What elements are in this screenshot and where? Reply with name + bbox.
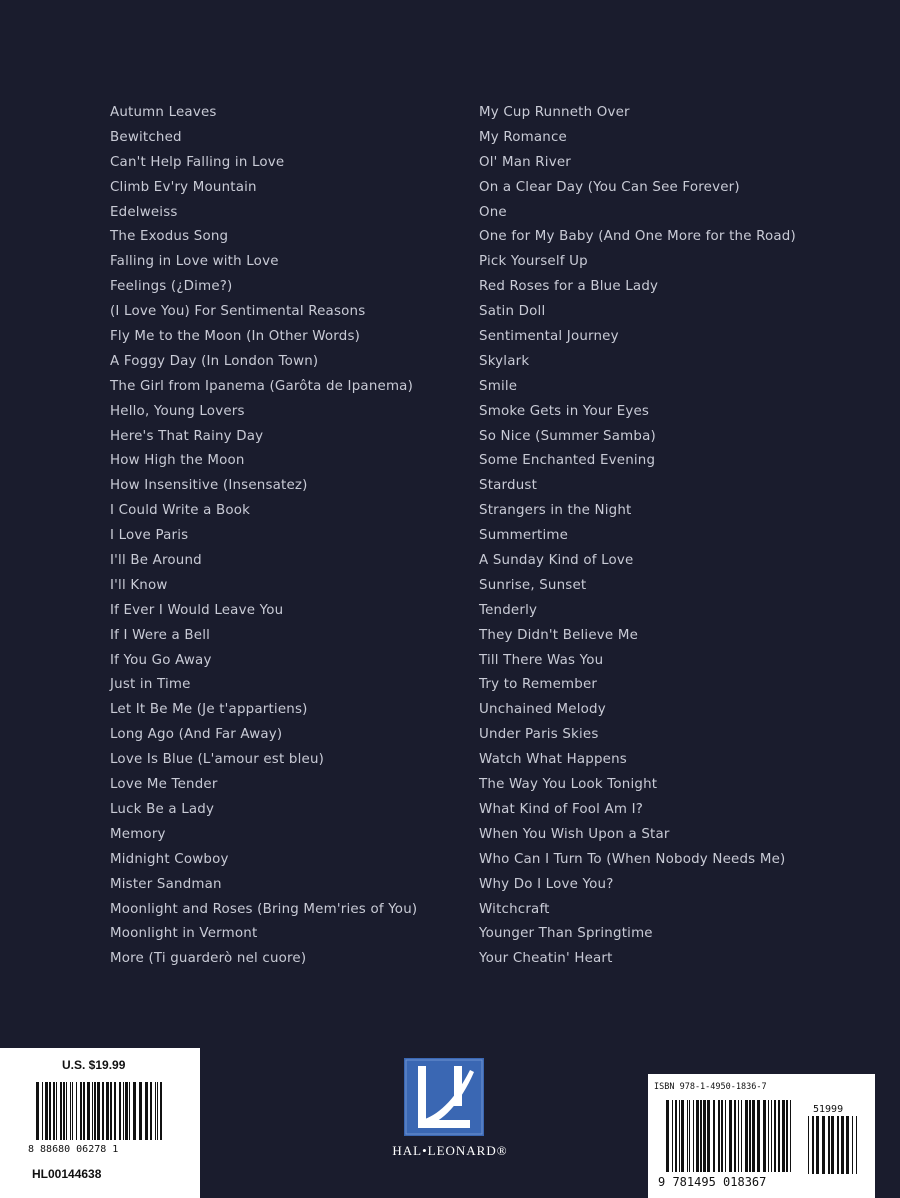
song-title: On a Clear Day (You Can See Forever)	[479, 179, 740, 195]
publisher-name: HAL•LEONARD®	[392, 1143, 508, 1158]
song-title: Can't Help Falling in Love	[110, 154, 285, 170]
song-title: My Romance	[479, 129, 567, 145]
barcode-bar	[102, 1082, 104, 1140]
song-title: A Foggy Day (In London Town)	[110, 353, 319, 369]
song-title: Ol' Man River	[479, 154, 571, 170]
barcode-bar	[721, 1100, 723, 1172]
song-title: How High the Moon	[110, 453, 245, 469]
barcode-bar	[150, 1082, 152, 1140]
barcode-bar	[700, 1100, 702, 1172]
song-title: The Exodus Song	[110, 229, 229, 245]
barcode-bar	[738, 1100, 739, 1172]
upc-barcode	[36, 1082, 166, 1140]
song-title: Midnight Cowboy	[110, 851, 229, 867]
song-title: Mister Sandman	[110, 876, 222, 892]
barcode-bar	[681, 1100, 684, 1172]
barcode-bar	[822, 1116, 825, 1174]
barcode-bar	[83, 1082, 85, 1140]
song-title: Let It Be Me (Je t'appartiens)	[110, 702, 308, 718]
barcode-bar	[745, 1100, 748, 1172]
barcode-bar	[45, 1082, 48, 1140]
barcode-bar	[119, 1082, 121, 1140]
song-title: How Insensitive (Insensatez)	[110, 478, 308, 494]
barcode-bar	[72, 1082, 73, 1140]
song-list-left	[110, 101, 417, 972]
barcode-bar	[786, 1100, 788, 1172]
song-title: My Cup Runneth Over	[479, 105, 630, 120]
barcode-bar	[63, 1082, 65, 1140]
song-title: Autumn Leaves	[110, 105, 217, 120]
barcode-bar	[42, 1082, 43, 1140]
song-title: What Kind of Fool Am I?	[479, 801, 644, 817]
barcode-bar	[846, 1116, 849, 1174]
barcode-bar	[734, 1100, 736, 1172]
song-title: Edelweiss	[110, 204, 178, 220]
song-title: Sunrise, Sunset	[479, 577, 587, 593]
song-title: Till There Was You	[479, 652, 604, 668]
barcode-bar	[666, 1100, 669, 1172]
isbn-barcode	[666, 1100, 794, 1172]
song-title: The Way You Look Tonight	[479, 777, 658, 793]
isbn-text: ISBN 978-1-4950-1836-7	[654, 1082, 767, 1092]
barcode-bar	[70, 1082, 71, 1140]
barcode-bar	[856, 1116, 857, 1174]
barcode-bar	[812, 1116, 814, 1174]
song-title: Here's That Rainy Day	[110, 428, 264, 444]
barcode-bar	[696, 1100, 699, 1172]
barcode-bar	[94, 1082, 96, 1140]
barcode-bar	[139, 1082, 142, 1140]
price-text: U.S. $19.99	[62, 1058, 126, 1072]
upc-barcode-digits: 8 88680 06278 1	[28, 1144, 119, 1155]
barcode-bar	[80, 1082, 82, 1140]
song-title: Smile	[479, 378, 518, 394]
barcode-bar	[97, 1082, 100, 1140]
song-title: Under Paris Skies	[479, 727, 599, 743]
item-code: HL00144638	[32, 1167, 102, 1181]
barcode-bar	[60, 1082, 62, 1140]
song-title: Long Ago (And Far Away)	[110, 727, 283, 743]
barcode-bar	[703, 1100, 706, 1172]
barcode-bar	[713, 1100, 715, 1172]
song-title: Moonlight in Vermont	[110, 926, 258, 942]
barcode-bar	[679, 1100, 680, 1172]
barcode-bar	[123, 1082, 124, 1140]
song-title: (I Love You) For Sentimental Reasons	[110, 304, 366, 320]
song-title: Satin Doll	[479, 304, 546, 320]
barcode-bar	[110, 1082, 112, 1140]
barcode-bar	[749, 1100, 751, 1172]
barcode-bar	[707, 1100, 710, 1172]
song-title: So Nice (Summer Samba)	[479, 428, 656, 444]
song-title: Witchcraft	[479, 901, 550, 917]
song-title: Love Me Tender	[110, 777, 218, 793]
song-title: Love Is Blue (L'amour est bleu)	[110, 752, 325, 768]
barcode-bar	[66, 1082, 67, 1140]
barcode-bar	[49, 1082, 51, 1140]
song-title: Falling in Love with Love	[110, 254, 279, 270]
song-title: Your Cheatin' Heart	[479, 951, 613, 967]
barcode-bar	[778, 1100, 780, 1172]
song-title: When You Wish Upon a Star	[479, 826, 670, 842]
song-title: Some Enchanted Evening	[479, 453, 656, 469]
song-title: One for My Baby (And One More for the Road)	[479, 229, 796, 245]
barcode-bar	[808, 1116, 809, 1174]
barcode-bar	[752, 1100, 755, 1172]
song-title: Hello, Young Lovers	[110, 403, 245, 419]
price-label	[0, 1048, 200, 1198]
barcode-bar	[816, 1116, 819, 1174]
barcode-bar	[76, 1082, 77, 1140]
barcode-bar	[837, 1116, 839, 1174]
barcode-bar	[114, 1082, 116, 1140]
song-title: Red Roses for a Blue Lady	[479, 279, 659, 295]
barcode-bar	[774, 1100, 776, 1172]
song-title: Pick Yourself Up	[479, 254, 588, 270]
barcode-bar	[53, 1082, 55, 1140]
hal-leonard-logo-icon	[404, 1058, 484, 1136]
barcode-bar	[782, 1100, 785, 1172]
barcode-bar	[757, 1100, 760, 1172]
barcode-bar	[129, 1082, 130, 1140]
song-title: Luck Be a Lady	[110, 801, 215, 817]
barcode-bar	[155, 1082, 156, 1140]
song-title: A Sunday Kind of Love	[479, 553, 634, 569]
song-title: Sentimental Journey	[479, 329, 619, 345]
song-title: If I Were a Bell	[110, 627, 211, 643]
song-title: Try to Remember	[479, 677, 598, 693]
song-title: I'll Know	[110, 577, 168, 593]
barcode-bar	[741, 1100, 742, 1172]
barcode-bar	[56, 1082, 57, 1140]
barcode-bar	[92, 1082, 93, 1140]
isbn-barcode-digits: 9 781495 018367	[658, 1175, 767, 1189]
song-title: I Love Paris	[110, 528, 189, 544]
barcode-bar	[160, 1082, 162, 1140]
song-title: They Didn't Believe Me	[479, 627, 639, 643]
song-title: Fly Me to the Moon (In Other Words)	[110, 329, 361, 345]
barcode-bar	[831, 1116, 834, 1174]
barcode-bar	[689, 1100, 690, 1172]
price-code: 51999	[813, 1104, 844, 1115]
barcode-bar	[133, 1082, 136, 1140]
song-title: Younger Than Springtime	[479, 926, 653, 942]
song-title: I Could Write a Book	[110, 503, 251, 519]
song-title: Unchained Melody	[479, 702, 606, 718]
song-title: Tenderly	[479, 602, 538, 618]
barcode-bar	[36, 1082, 39, 1140]
barcode-bar	[693, 1100, 694, 1172]
song-title: I'll Be Around	[110, 553, 202, 569]
barcode-bar	[87, 1082, 90, 1140]
barcode-bar	[852, 1116, 853, 1174]
barcode-bar	[790, 1100, 791, 1172]
song-title: Stardust	[479, 478, 538, 494]
song-title: Summertime	[479, 528, 569, 544]
barcode-bar	[828, 1116, 830, 1174]
barcode-bar	[675, 1100, 677, 1172]
song-title: The Girl from Ipanema (Garôta de Ipanema)	[110, 378, 414, 394]
barcode-bar	[725, 1100, 726, 1172]
song-list-right	[479, 101, 796, 972]
song-title: Memory	[110, 826, 166, 842]
barcode-bar	[145, 1082, 148, 1140]
song-title: Who Can I Turn To (When Nobody Needs Me)	[479, 851, 786, 867]
barcode-bar	[768, 1100, 769, 1172]
barcode-bar	[125, 1082, 128, 1140]
song-title: Skylark	[479, 353, 530, 369]
song-title: More (Ti guarderò nel cuore)	[110, 951, 307, 967]
barcode-bar	[771, 1100, 772, 1172]
isbn-label	[648, 1074, 875, 1198]
barcode-bar	[106, 1082, 109, 1140]
song-title: Feelings (¿Dime?)	[110, 279, 233, 295]
song-title: Why Do I Love You?	[479, 876, 614, 892]
song-title: If You Go Away	[110, 652, 212, 668]
song-title: Just in Time	[110, 677, 191, 693]
song-title: Bewitched	[110, 129, 182, 145]
song-title: Watch What Happens	[479, 752, 627, 768]
song-title: Smoke Gets in Your Eyes	[479, 403, 650, 419]
barcode-bar	[157, 1082, 158, 1140]
barcode-bar	[687, 1100, 688, 1172]
barcode-bar	[729, 1100, 732, 1172]
song-title: If Ever I Would Leave You	[110, 602, 284, 618]
barcode-bar	[841, 1116, 844, 1174]
barcode-bar	[763, 1100, 766, 1172]
isbn-addon-barcode	[808, 1116, 860, 1174]
song-title: Moonlight and Roses (Bring Mem'ries of You)	[110, 901, 418, 917]
barcode-bar	[672, 1100, 673, 1172]
song-title: Climb Ev'ry Mountain	[110, 179, 257, 195]
song-title: One	[479, 204, 507, 220]
barcode-bar	[718, 1100, 720, 1172]
song-title: Strangers in the Night	[479, 503, 632, 519]
